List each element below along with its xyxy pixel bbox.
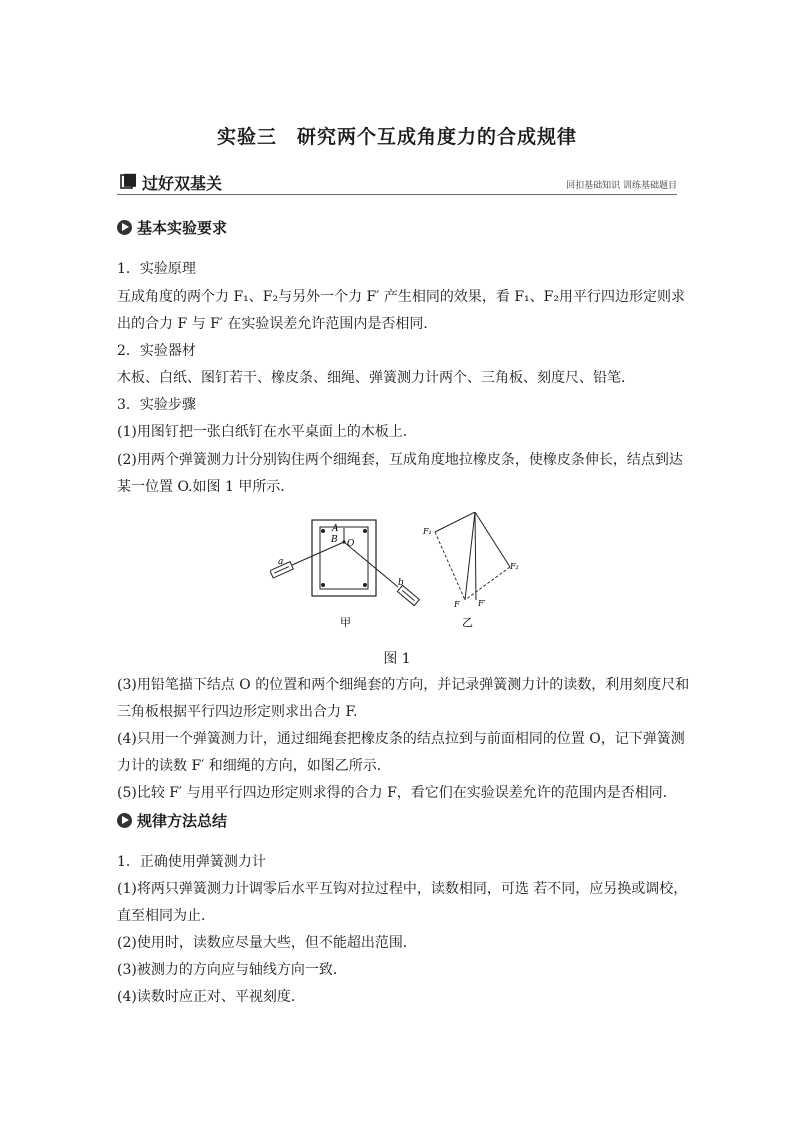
text-line: 直至相同为止． — [117, 908, 215, 924]
pin — [363, 583, 367, 587]
label-b: B — [331, 535, 338, 545]
text-line: (2)使用时，读数应尽量大些，但不能超出范围． — [117, 935, 417, 951]
label-f: F — [454, 600, 460, 609]
section-heading-method — [117, 810, 227, 831]
band-label: 过好双基关 — [142, 174, 223, 193]
play-circle-icon — [117, 813, 132, 828]
text-line: 3．实验步骤 — [117, 397, 196, 413]
section-band — [117, 172, 677, 195]
figure-sub-b: 乙 — [462, 616, 473, 629]
text-line: 1．实验原理 — [117, 261, 196, 277]
text-line: 力计的读数 F′ 和细绳的方向，如图乙所示． — [117, 758, 391, 774]
label-f1: F₁ — [423, 527, 432, 536]
rope-a — [292, 542, 344, 565]
play-circle-icon — [117, 220, 132, 235]
text-line: 出的合力 F 与 F′ 在实验误差允许范围内是否相同． — [117, 316, 438, 332]
figure-1 — [270, 512, 530, 632]
text-line: 1．正确使用弹簧测力计 — [117, 854, 266, 870]
text-line: (1)将两只弹簧测力计调零后水平互钩对拉过程中，读数相同，可选 若不同，应另换或调校， — [117, 881, 688, 897]
label-f-prime: F′ — [478, 599, 486, 608]
pin — [321, 529, 325, 533]
page-title: 实验三 研究两个互成角度力的合成规律 — [216, 126, 577, 148]
text-line: (4)读数时应正对、平视刻度． — [117, 989, 305, 1005]
pin — [363, 529, 367, 533]
vector-f2 — [475, 512, 510, 567]
text-line: (3)用铅笔描下结点 O 的位置和两个细绳套的方向，并记录弹簧测力计的读数，利用刻度尺和 — [117, 677, 690, 693]
section-heading-basic — [117, 217, 227, 238]
label-rope-b: b — [398, 578, 404, 588]
label-f2: F₂ — [510, 562, 519, 571]
dashed-side — [465, 567, 510, 600]
section-heading-text: 基本实验要求 — [137, 219, 228, 237]
text-line: (4)只用一个弹簧测力计，通过细绳套把橡皮条的结点拉到与前面相同的位置 O，记下弹簧测 — [117, 731, 685, 747]
text-line: (2)用两个弹簧测力计分别钩住两个细绳套，互成角度地拉橡皮条，使橡皮条伸长，结点到达 — [117, 452, 683, 468]
band-subtitle: 回扣基础知识 训练基础题目 — [566, 181, 677, 191]
book-icon — [120, 173, 137, 190]
text-line: 木板、白纸、图钉若干、橡皮条、细绳、弹簧测力计两个、三角板、刻度尺、铅笔． — [117, 370, 635, 386]
dashed-side — [435, 532, 465, 600]
text-line: (3)被测力的方向应与轴线方向一致． — [117, 962, 347, 978]
label-rope-a: a — [278, 557, 284, 567]
pin — [321, 583, 325, 587]
label-a: A — [332, 524, 339, 534]
text-line: 互成角度的两个力 F₁、F₂与另外一个力 F′ 产生相同的效果，看 F₁、F₂用平行四边形定则求 — [117, 289, 685, 305]
vector-f-prime — [475, 512, 476, 600]
text-line: 某一位置 O.如图 1 甲所示． — [117, 479, 295, 495]
spring-scale-b — [397, 585, 419, 605]
figure-sub-a: 甲 — [340, 616, 351, 629]
vector-f — [465, 512, 475, 600]
label-o: O — [347, 539, 355, 549]
text-line: 2．实验器材 — [117, 343, 196, 359]
section-heading-text: 规律方法总结 — [137, 812, 228, 830]
figure-caption: 图 1 — [383, 651, 411, 667]
text-line: (5)比较 F′ 与用平行四边形定则求得的合力 F，看它们在实验误差允许的范围内是否相同． — [117, 785, 677, 801]
text-line: (1)用图钉把一张白纸钉在水平桌面上的木板上． — [117, 424, 417, 440]
vector-f1 — [435, 512, 475, 532]
text-line: 三角板根据平行四边形定则求出合力 F. — [117, 704, 358, 720]
